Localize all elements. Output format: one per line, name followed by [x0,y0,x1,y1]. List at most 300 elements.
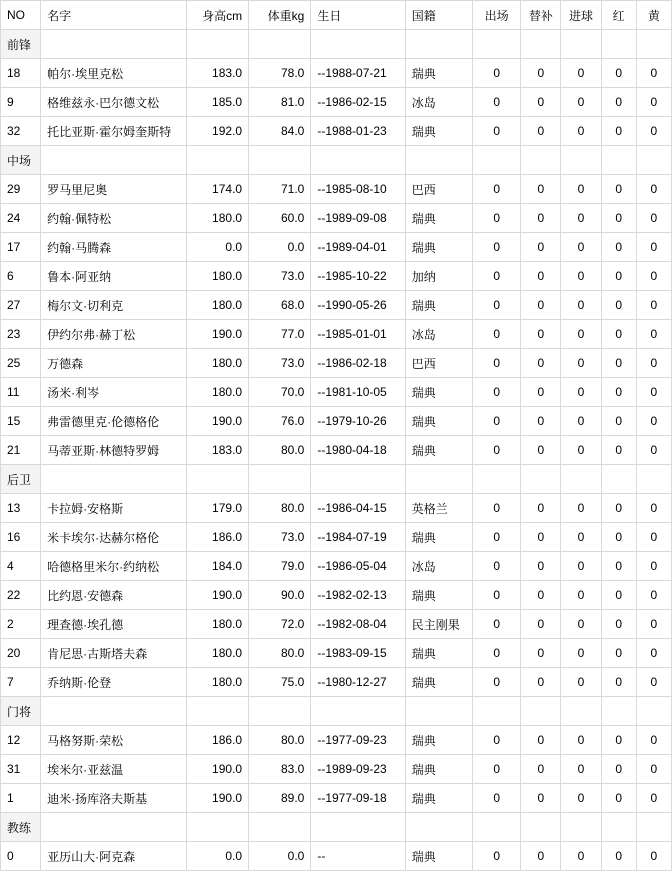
cell-subs: 0 [521,59,561,88]
cell-goals: 0 [561,436,601,465]
cell-name[interactable]: 卡拉姆·安格斯 [41,494,187,523]
section-spacer [636,813,671,842]
cell-red: 0 [601,639,636,668]
cell-goals: 0 [561,117,601,146]
cell-name[interactable]: 万德森 [41,349,187,378]
cell-weight: 73.0 [249,349,311,378]
column-header-birth: 生日 [311,1,405,30]
cell-weight: 90.0 [249,581,311,610]
cell-red: 0 [601,581,636,610]
cell-weight: 60.0 [249,204,311,233]
column-header-height: 身高cm [186,1,248,30]
table-row[interactable] [1,726,672,755]
column-header-nation: 国籍 [405,1,472,30]
cell-name[interactable]: 马蒂亚斯·林德特罗姆 [41,436,187,465]
section-spacer [405,146,472,175]
cell-yellow: 0 [636,262,671,291]
section-spacer [521,30,561,59]
cell-height: 180.0 [186,639,248,668]
cell-yellow: 0 [636,610,671,639]
cell-subs: 0 [521,494,561,523]
cell-no: 21 [1,436,41,465]
cell-weight: 83.0 [249,755,311,784]
cell-apps: 0 [473,668,521,697]
cell-subs: 0 [521,784,561,813]
cell-weight: 73.0 [249,262,311,291]
table-row[interactable] [1,755,672,784]
cell-goals: 0 [561,842,601,871]
cell-nation: 瑞典 [405,291,472,320]
column-header-weight: 体重kg [249,1,311,30]
cell-name[interactable]: 肯尼思·古斯塔夫森 [41,639,187,668]
cell-subs: 0 [521,668,561,697]
cell-no: 20 [1,639,41,668]
cell-birth: --1984-07-19 [311,523,405,552]
cell-subs: 0 [521,204,561,233]
section-row [1,813,672,842]
cell-subs: 0 [521,349,561,378]
cell-nation: 瑞典 [405,842,472,871]
cell-goals: 0 [561,233,601,262]
cell-yellow: 0 [636,581,671,610]
cell-subs: 0 [521,581,561,610]
cell-weight: 76.0 [249,407,311,436]
cell-goals: 0 [561,639,601,668]
section-spacer [473,697,521,726]
cell-subs: 0 [521,436,561,465]
cell-subs: 0 [521,610,561,639]
cell-yellow: 0 [636,233,671,262]
table-row[interactable] [1,233,672,262]
cell-yellow: 0 [636,378,671,407]
table-row[interactable] [1,523,672,552]
cell-red: 0 [601,842,636,871]
cell-birth: --1986-02-18 [311,349,405,378]
cell-name[interactable]: 罗马里尼奥 [41,175,187,204]
cell-birth: --1985-01-01 [311,320,405,349]
cell-apps: 0 [473,59,521,88]
cell-height: 190.0 [186,320,248,349]
cell-height: 185.0 [186,88,248,117]
cell-no: 9 [1,88,41,117]
table-row[interactable] [1,494,672,523]
section-spacer [311,697,405,726]
section-spacer [186,465,248,494]
cell-height: 183.0 [186,59,248,88]
table-row[interactable] [1,610,672,639]
cell-goals: 0 [561,59,601,88]
table-row[interactable] [1,291,672,320]
cell-no: 31 [1,755,41,784]
cell-nation: 瑞典 [405,117,472,146]
cell-goals: 0 [561,494,601,523]
cell-nation: 巴西 [405,349,472,378]
cell-apps: 0 [473,407,521,436]
cell-no: 11 [1,378,41,407]
section-spacer [636,146,671,175]
cell-height: 180.0 [186,668,248,697]
cell-yellow: 0 [636,668,671,697]
section-spacer [601,813,636,842]
cell-red: 0 [601,378,636,407]
cell-weight: 80.0 [249,436,311,465]
cell-subs: 0 [521,378,561,407]
cell-weight: 75.0 [249,668,311,697]
cell-name[interactable]: 埃米尔·亚兹温 [41,755,187,784]
cell-subs: 0 [521,552,561,581]
cell-height: 0.0 [186,842,248,871]
cell-nation: 瑞典 [405,668,472,697]
section-spacer [473,813,521,842]
table-row[interactable] [1,581,672,610]
cell-weight: 79.0 [249,552,311,581]
cell-yellow: 0 [636,755,671,784]
section-spacer [561,697,601,726]
section-spacer [561,30,601,59]
cell-apps: 0 [473,88,521,117]
cell-no: 25 [1,349,41,378]
table-row[interactable] [1,784,672,813]
cell-name[interactable]: 迪米·扬库洛夫斯基 [41,784,187,813]
cell-name[interactable]: 马格努斯·荣松 [41,726,187,755]
cell-yellow: 0 [636,88,671,117]
cell-name[interactable]: 汤米·利岑 [41,378,187,407]
section-spacer [249,465,311,494]
cell-nation: 瑞典 [405,581,472,610]
cell-birth: --1982-08-04 [311,610,405,639]
section-spacer [41,146,187,175]
section-spacer [521,813,561,842]
section-spacer [186,146,248,175]
cell-birth: --1985-10-22 [311,262,405,291]
cell-apps: 0 [473,552,521,581]
cell-nation: 瑞典 [405,523,472,552]
table-row[interactable] [1,204,672,233]
section-spacer [311,465,405,494]
cell-height: 180.0 [186,262,248,291]
cell-birth: --1981-10-05 [311,378,405,407]
cell-apps: 0 [473,639,521,668]
cell-goals: 0 [561,378,601,407]
table-row[interactable] [1,668,672,697]
cell-no: 0 [1,842,41,871]
cell-apps: 0 [473,523,521,552]
section-row [1,146,672,175]
cell-apps: 0 [473,755,521,784]
cell-name[interactable]: 格维兹永·巴尔德文松 [41,88,187,117]
cell-subs: 0 [521,117,561,146]
cell-height: 180.0 [186,204,248,233]
column-header-yellow: 黄 [636,1,671,30]
cell-subs: 0 [521,407,561,436]
cell-red: 0 [601,436,636,465]
cell-yellow: 0 [636,117,671,146]
section-spacer [636,465,671,494]
cell-goals: 0 [561,552,601,581]
section-title: 门将 [1,697,41,726]
section-row [1,465,672,494]
cell-subs: 0 [521,88,561,117]
section-spacer [249,813,311,842]
cell-birth: --1989-04-01 [311,233,405,262]
cell-red: 0 [601,523,636,552]
cell-height: 190.0 [186,581,248,610]
cell-name[interactable]: 弗雷德里克·伦德格伦 [41,407,187,436]
table-row[interactable] [1,262,672,291]
cell-goals: 0 [561,320,601,349]
cell-yellow: 0 [636,59,671,88]
cell-no: 17 [1,233,41,262]
section-spacer [601,146,636,175]
header-row [1,1,672,30]
cell-subs: 0 [521,842,561,871]
cell-name[interactable]: 梅尔文·切利克 [41,291,187,320]
cell-name[interactable]: 鲁本·阿亚纳 [41,262,187,291]
cell-nation: 瑞典 [405,755,472,784]
cell-name[interactable]: 约翰·马腾森 [41,233,187,262]
section-title: 中场 [1,146,41,175]
cell-name[interactable]: 伊约尔弗·赫丁松 [41,320,187,349]
section-spacer [311,813,405,842]
cell-goals: 0 [561,204,601,233]
cell-apps: 0 [473,494,521,523]
table-row[interactable] [1,175,672,204]
section-spacer [405,813,472,842]
cell-no: 2 [1,610,41,639]
cell-height: 190.0 [186,407,248,436]
table-row[interactable] [1,436,672,465]
table-row[interactable] [1,639,672,668]
cell-red: 0 [601,668,636,697]
cell-height: 190.0 [186,784,248,813]
cell-birth: --1986-04-15 [311,494,405,523]
cell-nation: 瑞典 [405,436,472,465]
section-spacer [473,465,521,494]
cell-height: 183.0 [186,436,248,465]
cell-goals: 0 [561,784,601,813]
section-spacer [636,697,671,726]
section-spacer [521,465,561,494]
section-spacer [601,465,636,494]
cell-no: 12 [1,726,41,755]
cell-goals: 0 [561,262,601,291]
cell-name[interactable]: 乔纳斯·伦登 [41,668,187,697]
cell-yellow: 0 [636,175,671,204]
cell-height: 180.0 [186,378,248,407]
cell-birth: --1985-08-10 [311,175,405,204]
section-title: 后卫 [1,465,41,494]
cell-no: 1 [1,784,41,813]
cell-apps: 0 [473,233,521,262]
cell-red: 0 [601,59,636,88]
cell-goals: 0 [561,668,601,697]
cell-name[interactable]: 亚历山大·阿克森 [41,842,187,871]
table-body [1,30,672,871]
section-spacer [473,146,521,175]
column-header-goals: 进球 [561,1,601,30]
cell-weight: 89.0 [249,784,311,813]
cell-nation: 瑞典 [405,233,472,262]
cell-weight: 80.0 [249,494,311,523]
cell-red: 0 [601,262,636,291]
cell-no: 16 [1,523,41,552]
cell-weight: 68.0 [249,291,311,320]
cell-subs: 0 [521,523,561,552]
cell-birth: --1980-12-27 [311,668,405,697]
cell-goals: 0 [561,610,601,639]
cell-apps: 0 [473,175,521,204]
section-title: 前锋 [1,30,41,59]
cell-goals: 0 [561,523,601,552]
column-header-red: 红 [601,1,636,30]
cell-subs: 0 [521,233,561,262]
cell-weight: 0.0 [249,233,311,262]
table-row[interactable] [1,378,672,407]
cell-name[interactable]: 托比亚斯·霍尔姆奎斯特 [41,117,187,146]
column-header-subs: 替补 [521,1,561,30]
cell-weight: 81.0 [249,88,311,117]
cell-name[interactable]: 米卡埃尔·达赫尔格伦 [41,523,187,552]
cell-weight: 70.0 [249,378,311,407]
cell-goals: 0 [561,407,601,436]
cell-yellow: 0 [636,494,671,523]
table-row[interactable] [1,349,672,378]
cell-yellow: 0 [636,349,671,378]
cell-goals: 0 [561,175,601,204]
table-row[interactable] [1,117,672,146]
cell-no: 24 [1,204,41,233]
cell-red: 0 [601,755,636,784]
cell-nation: 冰岛 [405,552,472,581]
cell-name[interactable]: 帕尔·埃里克松 [41,59,187,88]
column-header-no: NO [1,1,41,30]
cell-yellow: 0 [636,407,671,436]
cell-red: 0 [601,726,636,755]
cell-no: 4 [1,552,41,581]
cell-goals: 0 [561,88,601,117]
section-spacer [41,813,187,842]
cell-subs: 0 [521,291,561,320]
cell-weight: 77.0 [249,320,311,349]
cell-no: 23 [1,320,41,349]
cell-no: 27 [1,291,41,320]
cell-nation: 民主刚果 [405,610,472,639]
column-header-apps: 出场 [473,1,521,30]
cell-name[interactable]: 比约恩·安德森 [41,581,187,610]
cell-red: 0 [601,175,636,204]
cell-height: 186.0 [186,523,248,552]
section-spacer [561,146,601,175]
section-spacer [186,30,248,59]
cell-yellow: 0 [636,552,671,581]
cell-no: 13 [1,494,41,523]
table-row[interactable] [1,59,672,88]
section-spacer [561,813,601,842]
cell-red: 0 [601,407,636,436]
table-row[interactable] [1,320,672,349]
cell-no: 18 [1,59,41,88]
cell-birth: -- [311,842,405,871]
cell-red: 0 [601,88,636,117]
column-header-name: 名字 [41,1,187,30]
cell-apps: 0 [473,117,521,146]
cell-nation: 冰岛 [405,88,472,117]
cell-weight: 80.0 [249,726,311,755]
cell-height: 180.0 [186,291,248,320]
table-row[interactable] [1,88,672,117]
section-row [1,30,672,59]
section-spacer [249,146,311,175]
section-spacer [601,30,636,59]
cell-subs: 0 [521,639,561,668]
table-row[interactable] [1,842,672,871]
cell-red: 0 [601,233,636,262]
section-spacer [311,30,405,59]
cell-height: 180.0 [186,349,248,378]
cell-height: 192.0 [186,117,248,146]
cell-yellow: 0 [636,639,671,668]
section-spacer [521,697,561,726]
cell-height: 0.0 [186,233,248,262]
cell-nation: 英格兰 [405,494,472,523]
cell-no: 22 [1,581,41,610]
cell-no: 7 [1,668,41,697]
section-spacer [186,813,248,842]
table-row[interactable] [1,552,672,581]
cell-weight: 73.0 [249,523,311,552]
cell-name[interactable]: 约翰·佩特松 [41,204,187,233]
cell-birth: --1986-05-04 [311,552,405,581]
cell-birth: --1980-04-18 [311,436,405,465]
cell-subs: 0 [521,175,561,204]
cell-weight: 84.0 [249,117,311,146]
cell-height: 174.0 [186,175,248,204]
cell-red: 0 [601,291,636,320]
cell-goals: 0 [561,755,601,784]
cell-nation: 瑞典 [405,204,472,233]
table-row[interactable] [1,407,672,436]
section-spacer [636,30,671,59]
section-spacer [311,146,405,175]
cell-red: 0 [601,610,636,639]
cell-yellow: 0 [636,842,671,871]
section-spacer [41,697,187,726]
cell-yellow: 0 [636,436,671,465]
section-spacer [405,465,472,494]
cell-birth: --1988-01-23 [311,117,405,146]
cell-no: 29 [1,175,41,204]
cell-birth: --1977-09-18 [311,784,405,813]
cell-subs: 0 [521,726,561,755]
cell-apps: 0 [473,320,521,349]
cell-nation: 瑞典 [405,59,472,88]
cell-birth: --1989-09-23 [311,755,405,784]
section-spacer [41,465,187,494]
section-spacer [405,697,472,726]
cell-name[interactable]: 哈德格里米尔·约纳松 [41,552,187,581]
cell-yellow: 0 [636,523,671,552]
cell-nation: 瑞典 [405,639,472,668]
cell-apps: 0 [473,842,521,871]
cell-red: 0 [601,494,636,523]
cell-birth: --1977-09-23 [311,726,405,755]
cell-yellow: 0 [636,726,671,755]
cell-weight: 72.0 [249,610,311,639]
cell-no: 32 [1,117,41,146]
cell-nation: 瑞典 [405,726,472,755]
cell-name[interactable]: 理查德·埃孔德 [41,610,187,639]
cell-red: 0 [601,320,636,349]
